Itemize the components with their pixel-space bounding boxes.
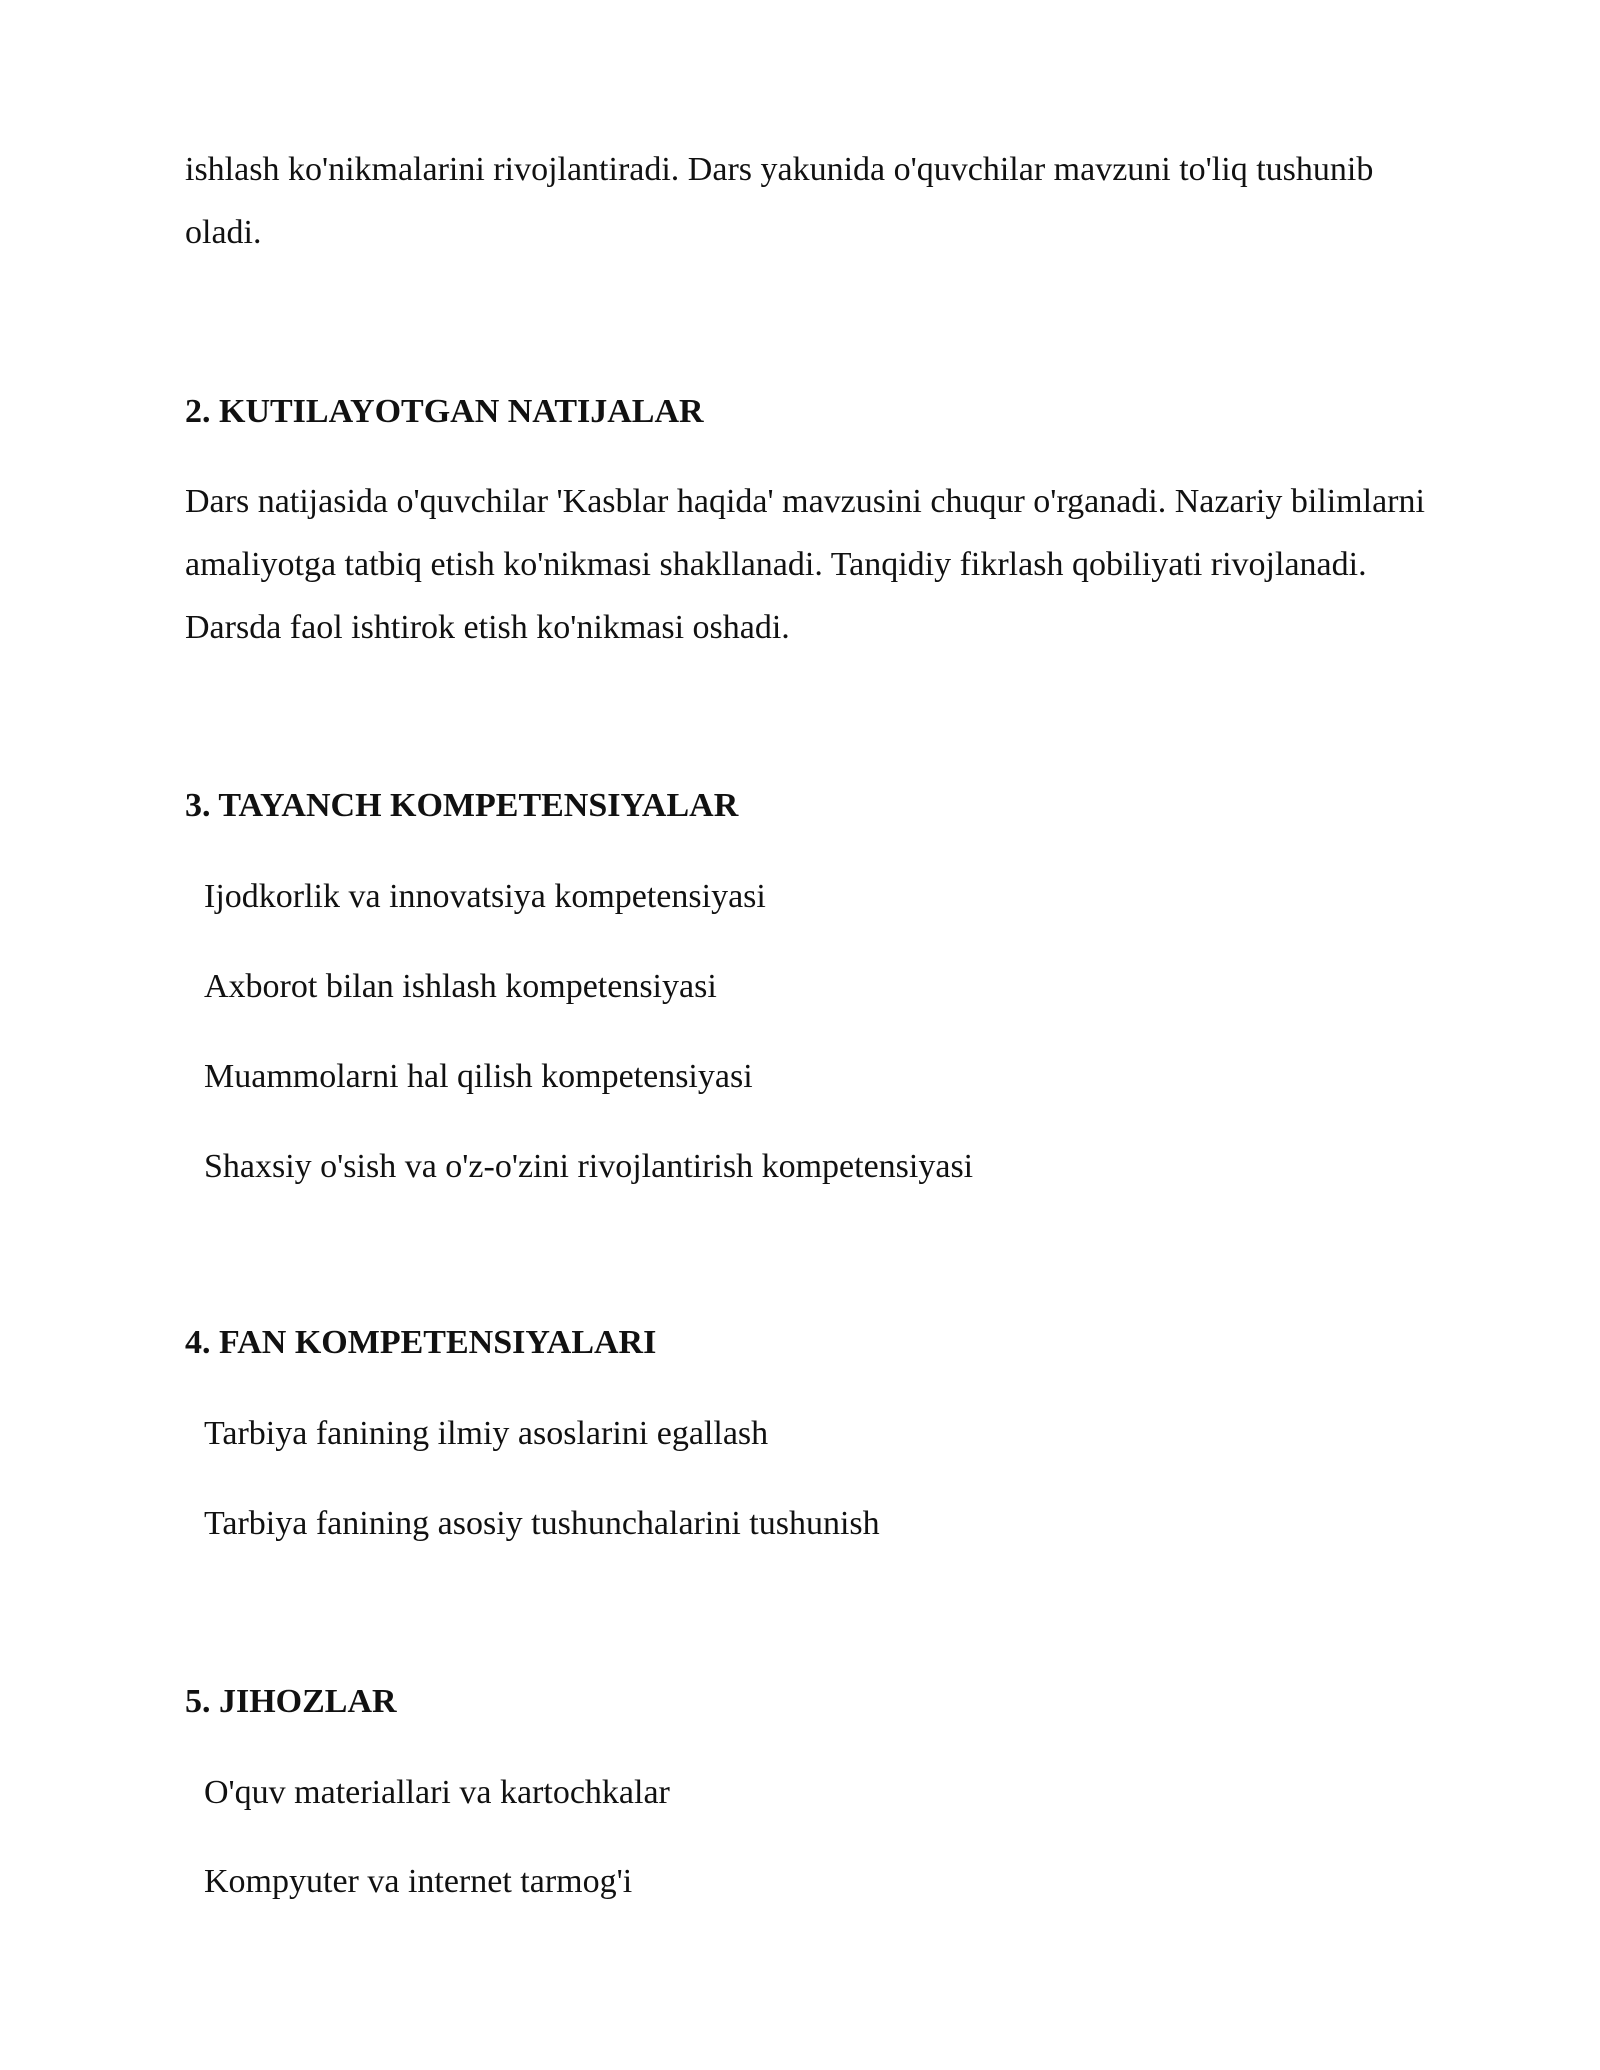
list-item: Axborot bilan ishlash kompetensiyasi bbox=[204, 968, 717, 1005]
section-heading-jihozlar: 5. JIHOZLAR bbox=[185, 1683, 397, 1720]
list-item: Ijodkorlik va innovatsiya kompetensiyasi bbox=[204, 878, 766, 915]
section-heading-fan-kompetensiyalari: 4. FAN KOMPETENSIYALARI bbox=[185, 1324, 657, 1361]
list-item: Tarbiya fanining asosiy tushunchalarini tushunish bbox=[204, 1505, 880, 1542]
section-heading-natijalar: 2. KUTILAYOTGAN NATIJALAR bbox=[185, 393, 704, 430]
list-item: Tarbiya fanining ilmiy asoslarini egallash bbox=[204, 1415, 769, 1452]
list-item: O'quv materiallari va kartochkalar bbox=[204, 1774, 670, 1811]
list-item: Muammolarni hal qilish kompetensiyasi bbox=[204, 1058, 753, 1095]
natijalar-paragraph: Dars natijasida o'quvchilar 'Kasblar haqida' mavzusini chuqur o'rganadi. Nazariy bilimlarni amaliyotga tatbiq etish ko'nikmasi shakllanadi. Tanqidiy fikrlash qobiliyati rivojlanadi. Darsda faol ishtirok etish ko'nikmasi oshadi. bbox=[185, 483, 1425, 646]
list-item: Kompyuter va internet tarmog'i bbox=[204, 1863, 633, 1900]
intro-paragraph: ishlash ko'nikmalarini rivojlantiradi. Dars yakunida o'quvchilar mavzuni to'liq tushunib oladi. bbox=[185, 151, 1374, 251]
section-heading-tayanch-kompetensiyalar: 3. TAYANCH KOMPETENSIYALAR bbox=[185, 787, 739, 824]
list-item: Shaxsiy o'sish va o'z-o'zini rivojlantirish kompetensiyasi bbox=[204, 1148, 974, 1185]
